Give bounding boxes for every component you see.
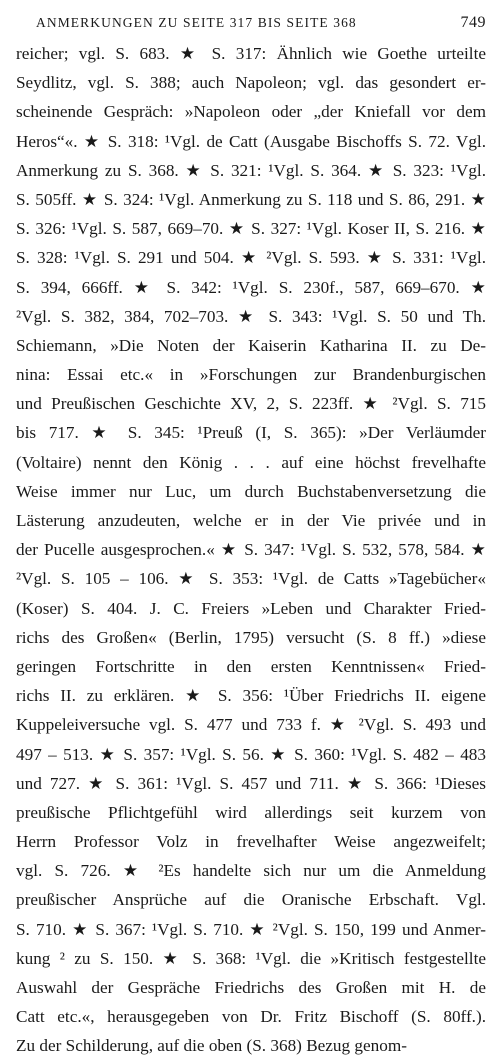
text-line: preußische Pflichtgefühl wird allerdings seit kurzem von [16, 802, 486, 822]
text-line: S. 394, 666ff. ★ S. 342: ¹Vgl. S. 230f., 587, 669–670. ★ [16, 277, 486, 297]
text-line: richs II. zu erklären. ★ S. 356: ¹Über Friedrichs II. eigene [16, 686, 486, 706]
text-line: und 727. ★ S. 361: ¹Vgl. S. 457 und 711. ★ S. 366: ¹Dieses [16, 773, 486, 793]
running-header [36, 14, 486, 32]
text-line: bis 717. ★ S. 345: ¹Preuß (I, S. 365): »Der Verläumder [16, 423, 486, 443]
text-line: Zu der Schilderung, auf die oben (S. 368) Bezug genom- [16, 1036, 407, 1056]
text-line: S. 505ff. ★ S. 324: ¹Vgl. Anmerkung zu S. 118 und S. 86, 291. ★ [16, 189, 486, 209]
text-line: vgl. S. 726. ★ ²Es handelte sich nur um die Anmeldung [16, 861, 486, 881]
text-line: Seydlitz, vgl. S. 388; auch Napoleon; vgl. das gesondert er- [16, 73, 486, 93]
text-line: Herrn Professor Volz in frevelhafter Weise angezweifelt; [16, 832, 486, 852]
text-line: richs des Großen« (Berlin, 1795) versucht (S. 8 ff.) »diese [16, 627, 486, 647]
text-line: nina: Essai etc.« in »Forschungen zur Brandenburgischen [16, 365, 486, 385]
text-line: reicher; vgl. S. 683. ★ S. 317: Ähnlich wie Goethe urteilte [16, 44, 486, 63]
page-number: 749 [460, 14, 486, 31]
running-title: ANMERKUNGEN ZU SEITE 317 BIS SEITE 368 [36, 15, 357, 30]
text-line: und Preußischen Geschichte XV, 2, S. 223ff. ★ ²Vgl. S. 715 [16, 394, 486, 414]
text-line: preußischer Ansprüche auf die Oranische Erbschaft. Vgl. [16, 890, 486, 910]
text-line: Kuppeleiversuche vgl. S. 477 und 733 f. ★ ²Vgl. S. 493 und [16, 715, 486, 735]
text-line: Catt etc.«, herausgegeben von Dr. Fritz Bischoff (S. 80ff.). [16, 1007, 486, 1027]
text-line: scheinende Gespräch: »Napoleon oder „der Kniefall vor dem [16, 102, 486, 122]
text-line: Lästerung anzudeuten, welche er in der Vie privée und in [16, 511, 486, 530]
text-line: kung ² zu S. 150. ★ S. 368: ¹Vgl. die »Kritisch festgestellte [16, 948, 486, 968]
text-line: der Pucelle ausgesprochen.« ★ S. 347: ¹Vgl. S. 532, 578, 584. ★ [16, 540, 486, 560]
text-line: Weise immer nur Luc, um durch Buchstabenversetzung die [16, 481, 486, 501]
text-line: Anmerkung zu S. 368. ★ S. 321: ¹Vgl. S. 364. ★ S. 323: ¹Vgl. [16, 160, 486, 180]
text-line: ²Vgl. S. 105 – 106. ★ S. 353: ¹Vgl. de Catts »Tagebücher« [16, 569, 486, 589]
text-line: (Voltaire) nennt den König . . . auf eine höchst frevelhafte [16, 452, 486, 472]
text-line: (Koser) S. 404. J. C. Freiers »Leben und Charakter Fried- [16, 598, 486, 618]
text-line: S. 710. ★ S. 367: ¹Vgl. S. 710. ★ ²Vgl. S. 150, 199 und Anmer- [16, 919, 486, 939]
text-line: Heros“«. ★ S. 318: ¹Vgl. de Catt (Ausgabe Bischoffs S. 72. Vgl. [16, 131, 486, 151]
text-line: Auswahl der Gespräche Friedrichs des Großen mit H. de [16, 978, 486, 997]
text-line: 497 – 513. ★ S. 357: ¹Vgl. S. 56. ★ S. 360: ¹Vgl. S. 482 – 483 [16, 744, 486, 764]
text-line: S. 328: ¹Vgl. S. 291 und 504. ★ ²Vgl. S. 593. ★ S. 331: ¹Vgl. [16, 248, 486, 268]
text-line: Schiemann, »Die Noten der Kaiserin Katharina II. zu De- [16, 335, 486, 355]
text-line: S. 326: ¹Vgl. S. 587, 669–70. ★ S. 327: ¹Vgl. Koser II, S. 216. ★ [16, 219, 486, 239]
annotation-text-block [16, 39, 486, 1061]
text-line: ²Vgl. S. 382, 384, 702–703. ★ S. 343: ¹Vgl. S. 50 und Th. [16, 306, 486, 326]
text-line: geringen Fortschritte in den ersten Kenntnissen« Fried- [16, 656, 486, 676]
